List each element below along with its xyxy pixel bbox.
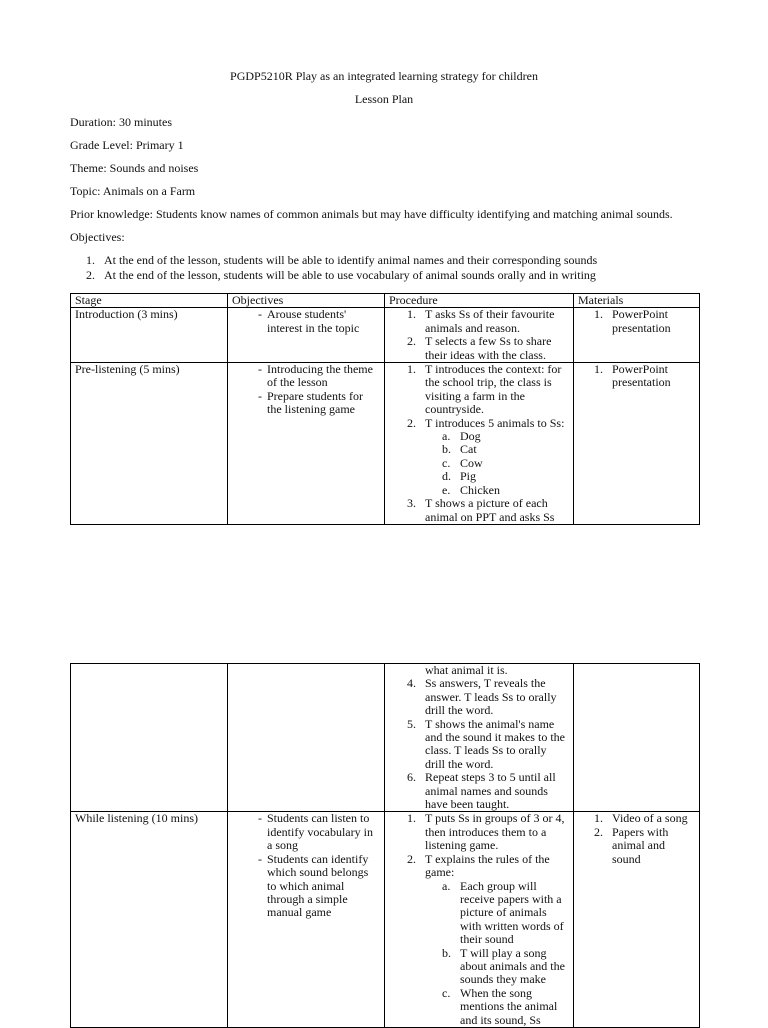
objectives-cell bbox=[228, 664, 385, 812]
rule-item: a. Each group will receive papers with a picture of animals with written words of their sound bbox=[442, 878, 564, 947]
lesson-plan-table-page-1 bbox=[70, 293, 700, 525]
objective-item: 1. At the end of the lesson, students will be able to identify animal names and their corresponding sounds bbox=[86, 253, 598, 267]
lesson-plan-table-page-2 bbox=[70, 663, 700, 1028]
objectives-label: Objectives: bbox=[70, 230, 125, 244]
duration: Duration: 30 minutes bbox=[70, 115, 172, 129]
grade-level: Grade Level: Primary 1 bbox=[70, 138, 184, 152]
list-item: 2. T selects a few Ss to share their ideas with the class. bbox=[407, 334, 552, 362]
objectives-cell bbox=[228, 363, 385, 525]
list-item: 1. PowerPoint presentation bbox=[594, 362, 671, 390]
objectives-list bbox=[70, 254, 710, 284]
table-header-row bbox=[71, 294, 700, 308]
procedure-cell bbox=[385, 664, 574, 812]
objectives-cell bbox=[228, 308, 385, 363]
stage-cell: Introduction (3 mins) bbox=[71, 308, 228, 363]
table-row-continued bbox=[71, 664, 700, 812]
prior-knowledge: Prior knowledge: Students know names of common animals but may have difficulty identifying and matching animal sounds. bbox=[70, 207, 673, 221]
stage-cell: While listening (10 mins) bbox=[71, 812, 228, 1028]
course-title: PGDP5210R Play as an integrated learning strategy for children bbox=[230, 69, 538, 83]
header-stage: Stage bbox=[71, 294, 228, 308]
header-objectives: Objectives bbox=[228, 294, 385, 308]
table-row-while-listening bbox=[71, 812, 700, 1028]
header-procedure: Procedure bbox=[385, 294, 574, 308]
list-item: - Arouse students' interest in the topic bbox=[258, 307, 360, 335]
stage-cell: Pre-listening (5 mins) bbox=[71, 363, 228, 525]
list-item: - Students can identify which sound belongs to which animal through a simple manual game bbox=[258, 851, 369, 920]
list-item: 1. T asks Ss of their favourite animals and reason. bbox=[407, 307, 555, 335]
materials-cell bbox=[574, 664, 700, 812]
materials-cell bbox=[574, 812, 700, 1028]
list-item: 2. T introduces 5 animals to Ss: a. Dog b. Cat c. Cow d. Pig e. Chicken bbox=[407, 415, 565, 497]
objective-item: 2. At the end of the lesson, students will be able to use vocabulary of animal sounds orally and in writing bbox=[86, 268, 596, 282]
list-item: - Students can listen to identify vocabulary in a song bbox=[258, 811, 373, 853]
animal-item: e. Chicken bbox=[442, 482, 500, 497]
procedure-cell bbox=[385, 363, 574, 525]
list-item: 2. Papers with animal and sound bbox=[594, 824, 669, 866]
list-item: 2. T explains the rules of the game: a. Each group will receive papers with a picture of animals with written words of their sound b. T will play a song about animals and the sounds they make c. When the song mentions the animal and its sound, Ss bbox=[407, 851, 565, 1027]
theme: Theme: Sounds and noises bbox=[70, 161, 199, 175]
topic: Topic: Animals on a Farm bbox=[70, 184, 196, 198]
rule-item: c. When the song mentions the animal and its sound, Ss bbox=[442, 985, 558, 1027]
table-row-introduction bbox=[71, 308, 700, 363]
materials-cell bbox=[574, 308, 700, 363]
objectives-cell bbox=[228, 812, 385, 1028]
procedure-cell bbox=[385, 308, 574, 363]
list-item: 1. T puts Ss in groups of 3 or 4, then introduces them to a listening game. bbox=[407, 811, 565, 853]
list-item: - Introducing the theme of the lesson bbox=[258, 362, 373, 390]
list-item: 1. T introduces the context: for the school trip, the class is visiting a farm in the countryside. bbox=[407, 362, 562, 417]
materials-cell bbox=[574, 363, 700, 525]
header-materials: Materials bbox=[574, 294, 700, 308]
animal-item: c. Cow bbox=[442, 455, 483, 470]
animal-item: b. Cat bbox=[442, 442, 477, 457]
continued-text: what animal it is. bbox=[425, 663, 508, 677]
animal-item: a. Dog bbox=[442, 429, 481, 444]
stage-cell bbox=[71, 664, 228, 812]
document-title: Lesson Plan bbox=[354, 92, 414, 106]
rule-item: b. T will play a song about animals and the sounds they make bbox=[442, 945, 565, 987]
list-item: 5. T shows the animal's name and the sound it makes to the class. T leads Ss to orally drill the word. bbox=[407, 716, 565, 771]
list-item: 4. Ss answers, T reveals the answer. T leads Ss to orally drill the word. bbox=[407, 676, 557, 718]
list-item: 6. Repeat steps 3 to 5 until all animal names and sounds have been taught. bbox=[407, 770, 556, 812]
list-item: 1. PowerPoint presentation bbox=[594, 307, 671, 335]
list-item: 3. T shows a picture of each animal on PPT and asks Ss bbox=[407, 496, 555, 524]
list-item: - Prepare students for the listening game bbox=[258, 388, 363, 417]
procedure-cell bbox=[385, 812, 574, 1028]
table-row-pre-listening bbox=[71, 363, 700, 525]
list-item: 1. Video of a song bbox=[594, 811, 688, 826]
animal-item: d. Pig bbox=[442, 469, 477, 484]
